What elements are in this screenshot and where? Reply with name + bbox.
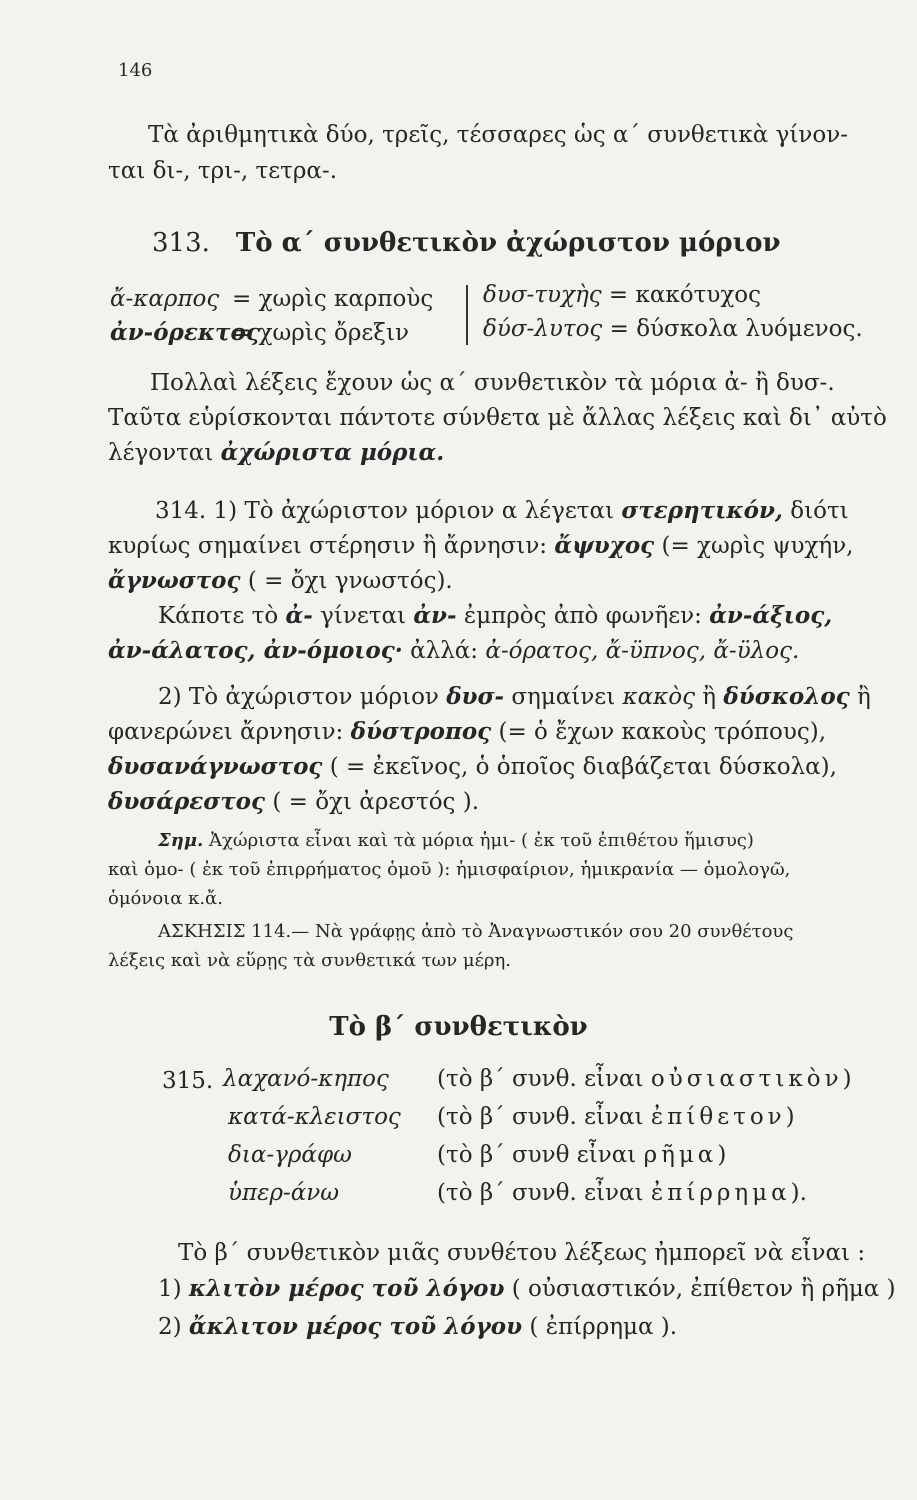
word-kind: ρῆμα [643,1142,718,1168]
example-word: ἄ-καρπος [110,286,220,312]
s314-line-4 [158,601,832,631]
term-akliton-meros: ἄκλιτον μέρος τοῦ λόγου [188,1313,523,1340]
term-dysanagnostos: δυσανάγνωστος [108,753,323,780]
text-run: ) [842,1066,852,1092]
term-kliton-meros: κλιτὸν μέρος τοῦ λόγου [188,1275,505,1302]
text-run: (τὸ β΄ συνθ. εἶναι [437,1104,651,1130]
section-313-number: 313. [152,228,210,258]
note-line-3: ὁμόνοια κ.ἄ. [108,888,223,909]
text-run: 2) [158,1314,189,1340]
example-left-2-meaning: = χωρὶς ὄρεξιν [232,320,409,346]
example-meaning: = κακότυχος [608,282,762,308]
text-run: (= χωρὶς ψυχήν, [654,533,854,559]
text-run: σημαίνει [504,684,623,710]
term-dys: δυσ- [446,683,505,710]
page-number: 146 [118,60,153,81]
s314-line-5 [108,636,799,666]
text-run: (τὸ β΄ συνθ. εἶναι [437,1066,651,1092]
text-run: ). [790,1180,807,1206]
text-run: 2) Τὸ ἀχώριστον μόριον [158,684,447,710]
term-achorista-moria: ἀχώριστα μόρια. [220,439,445,466]
text-run: λέγονται [108,440,221,466]
column-divider [466,285,468,345]
s315-desc-3 [437,1142,726,1168]
s315-desc-2 [437,1104,795,1130]
term-dystropos: δύστροπος [350,718,492,745]
exercise-line-1: ΑΣΚΗΣΙΣ 114.— Νὰ γράφῃς ἀπὸ τὸ Ἀναγνωστικόν σου 20 συνθέτους [158,921,794,942]
section-b-heading: Τὸ β΄ συνθετικὸν [329,1012,588,1042]
example-meaning: = δύσκολα λυόμενος. [609,316,863,342]
word-kind: ἐπίρρημα [650,1180,791,1206]
intro-line-1: Τὰ ἀριθμητικὰ δύο, τρεῖς, τέσσαρες ὡς α΄ συνθετικὰ γίνον- [148,122,848,148]
s315-word-2: κατά-κλειστος [228,1104,401,1130]
text-run: (τὸ β΄ συνθ εἶναι [437,1142,644,1168]
s315-word-4: ὑπερ-άνω [228,1180,340,1206]
text-run: (τὸ β΄ συνθ. εἶναι [437,1180,651,1206]
text-run: ἀλλά: [402,638,486,664]
s315-paragraph-line-3 [158,1312,677,1342]
text-run: ἐμπρὸς ἀπὸ φωνῆεν: [456,603,710,629]
s315-desc-4 [437,1180,807,1206]
text-run: Κάποτε τὸ [158,603,286,629]
text-run: 1) [158,1276,189,1302]
s315-desc-1 [437,1066,852,1092]
s315-word-1: λαχανό-κηπος [223,1066,389,1092]
s314-line-6 [158,682,871,712]
exercise-line-2: λέξεις καὶ νὰ εὕρῃς τὰ συνθετικά των μέρη. [108,950,511,971]
example-right-1 [483,280,761,310]
word-kind: οὐσιαστικὸν [650,1066,843,1092]
term-analatos: ἀν-άλατος, ἀν-όμοιος· [108,637,403,664]
text-run: Ἀχώριστα εἶναι καὶ τὰ μόρια ἡμι- ( ἐκ τοῦ ἐπιθέτου ἥμισυς) [203,830,754,851]
s314-line-7 [108,717,826,747]
text-run: ἢ [849,684,871,710]
term-agnostos: ἄγνωστος [108,567,241,594]
s314-line-8 [108,752,837,782]
section-313-title: Τὸ α΄ συνθετικὸν ἀχώριστον μόριον [235,228,781,258]
text-run: ( οὐσιαστικόν, ἐπίθετον ἢ ρῆμα ) [504,1276,896,1302]
text-run: ( = ὄχι γνωστός). [240,568,453,594]
s314-line-3 [108,566,453,596]
word-kind: ἐπίθετον [650,1104,786,1130]
note-label: Σημ. [158,830,204,851]
term-anaxios: ἀν-άξιος, [709,602,833,629]
example-word: δυσ-τυχὴς [483,282,602,308]
section-313-heading [152,228,781,258]
text-run: φανερώνει ἄρνησιν: [108,719,351,745]
note-line-2: καὶ ὁμο- ( ἐκ τοῦ ἐπιρρήματος ὁμοῦ ): ἡμισφαίριον, ἡμικρανία — ὁμολογῶ, [108,859,791,880]
s313-paragraph-line-1: Πολλαὶ λέξεις ἔχουν ὡς α΄ συνθετικὸν τὰ μόρια ἀ- ἢ δυσ-. [150,370,835,396]
example-left-1-meaning: = χωρὶς καρποὺς [232,286,434,312]
term-aoratos: ἀ-όρατος, ἄ-ϋπνος, ἄ-ϋλος. [485,638,800,664]
section-315-number: 315. [162,1068,214,1094]
text-run: ( = ἐκεῖνος, ὁ ὁποῖος διαβάζεται δύσκολα), [322,754,837,780]
text-run: ( ἐπίρρημα ). [522,1314,678,1340]
example-word: ἀν-όρεκτος [110,319,260,346]
text-run: (= ὁ ἔχων κακοὺς τρόπους), [491,719,827,745]
intro-line-2: ται δι-, τρι-, τετρα-. [108,158,338,184]
text-run: ) [717,1142,727,1168]
text-run: γίνεται [312,603,414,629]
text-run: ) [785,1104,795,1130]
text-run: ἢ [694,684,724,710]
term-apsychos: ἄψυχος [554,532,655,559]
s315-paragraph-line-2 [158,1274,896,1304]
text-run: διότι [782,498,849,524]
s314-line-1 [155,496,849,526]
s313-paragraph-line-2: Ταῦτα εὑρίσκονται πάντοτε σύνθετα μὲ ἄλλας λέξεις καὶ δι᾽ αὐτὸ [108,405,887,431]
text-run: 314. 1) Τὸ ἀχώριστον μόριον α λέγεται [155,498,622,524]
term-an: ἀν- [413,602,457,629]
s313-paragraph-line-3 [108,438,444,468]
term-kakos: κακὸς [622,684,695,710]
term-stere-tikon: στερητικόν, [621,497,783,524]
term-dyskolos: δύσκολος [723,683,850,710]
text-run: ( = ὄχι ἀρεστός ). [265,789,480,815]
term-dysarestos: δυσάρεστος [108,788,266,815]
note-line-1 [158,826,754,856]
s315-paragraph-line-1: Τὸ β΄ συνθετικὸν μιᾶς συνθέτου λέξεως ἠμπορεῖ νὰ εἶναι : [178,1240,866,1266]
s314-line-2 [108,531,854,561]
s314-line-9 [108,787,479,817]
text-run: κυρίως σημαίνει στέρησιν ἢ ἄρνησιν: [108,533,555,559]
term-a: ἀ- [285,602,313,629]
example-word: δύσ-λυτος [483,316,603,342]
example-left-1 [110,284,219,314]
s315-word-3: δια-γράφω [228,1142,352,1168]
example-right-2 [483,314,863,344]
